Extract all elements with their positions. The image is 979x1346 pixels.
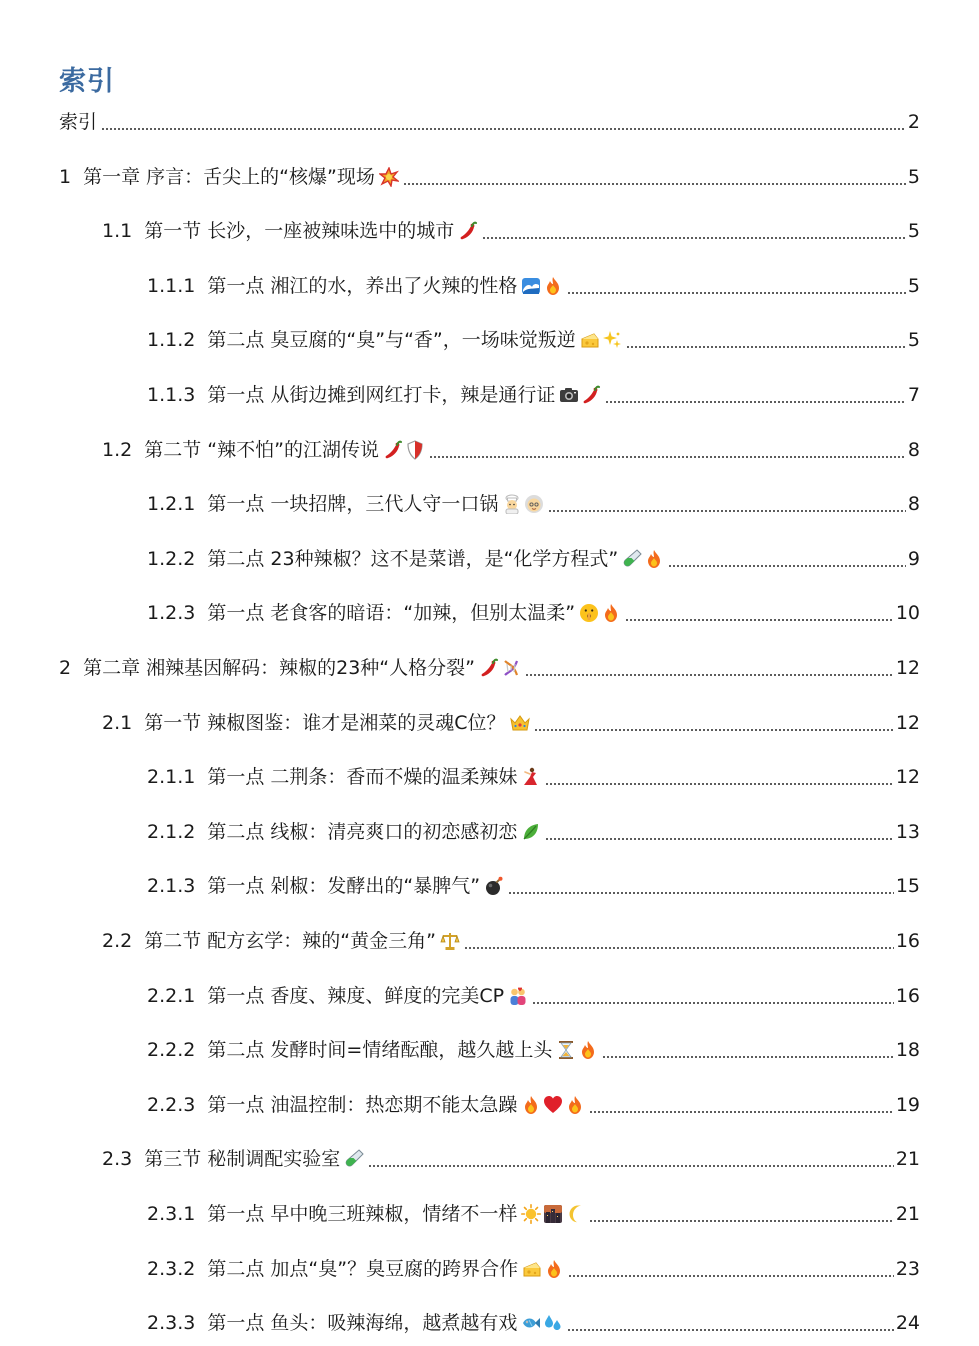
toc-entry[interactable] [102, 709, 920, 737]
toc-entry-title-group [83, 654, 521, 682]
shield-icon [405, 440, 425, 460]
city-dusk-icon [543, 1204, 563, 1224]
toc-entry-title: 第二点 23种辣椒？这不是菜谱，是“化学方程式” [207, 547, 619, 570]
dot-leader [429, 456, 906, 458]
toc-entry-page-number: 10 [895, 602, 920, 625]
toc-entry-page-number: 19 [895, 1093, 920, 1116]
chili-pepper-icon [479, 658, 499, 678]
toc-entry-number: 2.3.3 [147, 1312, 196, 1335]
toc-entry-page-number: 5 [907, 329, 920, 352]
dot-leader [602, 1056, 893, 1058]
toc-entry-page-number: 5 [907, 220, 920, 243]
toc-entry-title: 第一点 从街边摊到网红打卡，辣是通行证 [207, 384, 556, 406]
toc-entry-page-number: 16 [895, 984, 920, 1007]
toc-entry-page-number: 23 [895, 1257, 920, 1280]
toc-entry-icons [381, 440, 425, 460]
toc-entry-number: 1.2.1 [147, 493, 196, 516]
toc-entry-number: 1.2 [102, 438, 133, 461]
toc-entry-title-group [207, 545, 664, 573]
toc-entry-icons [377, 167, 399, 187]
toc-entry[interactable] [59, 163, 920, 191]
toc-entry-page-number: 5 [907, 165, 920, 188]
toc-entry-title-group [207, 1091, 585, 1119]
dot-leader [101, 128, 906, 130]
droplets-icon [543, 1313, 563, 1333]
toc-entry-page-number: 13 [895, 820, 920, 843]
toc-entry-icons [508, 713, 530, 733]
toc-entry-icons [519, 767, 541, 787]
dot-leader [668, 565, 906, 567]
toc-entry[interactable] [147, 599, 920, 627]
camera-icon [559, 385, 579, 405]
toc-entry-title: 第二节 配方玄学：辣的“黄金三角” [144, 930, 436, 952]
dot-leader [534, 729, 894, 731]
toc-entry[interactable] [147, 982, 920, 1010]
chili-pepper-icon [458, 221, 478, 241]
toc-entry-icons [456, 221, 478, 241]
dot-leader [545, 838, 893, 840]
toc-entry-page-number: 12 [895, 766, 920, 789]
fish-icon [521, 1313, 541, 1333]
dot-leader [626, 346, 906, 348]
balance-scale-icon [440, 931, 460, 951]
toc-entry-page-number: 9 [907, 547, 920, 570]
toc-entry-title: 第一点 老食客的暗语：“加辣，但别太温柔” [207, 602, 576, 625]
toc-entry-title-group [144, 709, 529, 737]
toc-entry[interactable] [147, 545, 920, 573]
toc-heading: 索引 [59, 66, 115, 97]
toc-entry-title-group [59, 108, 97, 136]
toc-entry-title: 第一点 油温控制：热恋期不能太急躁 [207, 1093, 518, 1116]
dot-leader [568, 1275, 894, 1277]
toc-entry-number: 1.1.2 [147, 329, 196, 352]
dot-leader [508, 892, 894, 894]
test-tube-icon [344, 1149, 364, 1169]
toc-entry[interactable] [147, 1091, 920, 1119]
dot-leader [532, 1002, 894, 1004]
toc-entry-number: 2 [59, 657, 72, 679]
moon-icon [565, 1204, 585, 1224]
toc-entry-title: 第一点 鱼头：吸辣海绵，越煮越有戏 [207, 1312, 518, 1335]
toc-entry-page-number: 16 [895, 930, 920, 952]
fire-icon [565, 1095, 585, 1115]
toc-entry-icons [578, 330, 622, 350]
crown-icon [510, 713, 530, 733]
toc-entry-title-group [207, 872, 504, 900]
toc-entry-title: 第一点 剁椒：发酵出的“暴脾气” [207, 875, 481, 898]
grandma-icon [524, 494, 544, 514]
toc-entry-title: 第一点 二荆条：香而不燥的温柔辣妹 [207, 766, 518, 789]
toc-entry[interactable] [147, 818, 920, 846]
toc-entry[interactable] [147, 1200, 920, 1228]
dot-leader [589, 1111, 893, 1113]
toc-entry-page-number: 5 [907, 274, 920, 297]
toc-entry-number: 1.1 [102, 220, 133, 243]
toc-entry-icons [519, 276, 563, 296]
toc-entry-number: 2.3.2 [147, 1257, 196, 1280]
dot-leader [545, 783, 893, 785]
toc-entry-title: 第一点 早中晚三班辣椒，情绪不一样 [207, 1203, 518, 1225]
dot-leader [605, 401, 906, 403]
toc-entry-title-group [144, 436, 425, 464]
toc-entry-number: 2.1.2 [147, 820, 196, 843]
toc-entry-icons [577, 603, 621, 623]
toc-entry-page-number: 21 [895, 1148, 920, 1171]
toc-entry-page-number: 24 [895, 1312, 920, 1335]
toc-entry[interactable] [102, 217, 920, 245]
sparkles-icon [602, 330, 622, 350]
toc-entry[interactable] [59, 654, 920, 682]
toc-entry-number: 1.2.2 [147, 547, 196, 570]
cheese-icon [522, 1259, 542, 1279]
toc-entry[interactable] [102, 436, 920, 464]
hourglass-icon [556, 1040, 576, 1060]
cook-icon [502, 494, 522, 514]
water-wave-icon [521, 276, 541, 296]
toc-entry-page-number: 15 [895, 875, 920, 898]
toc-entry-icons [519, 1095, 585, 1115]
dot-leader [464, 947, 894, 949]
toc-entry[interactable] [147, 1309, 920, 1337]
toc-entry[interactable] [147, 872, 920, 900]
toc-entry-number: 2.2.3 [147, 1093, 196, 1116]
bomb-icon [484, 876, 504, 896]
toc-entry-title-group [144, 927, 460, 955]
cheese-icon [580, 330, 600, 350]
toc-entry-icons [620, 549, 664, 569]
test-tube-icon [622, 549, 642, 569]
leaf-icon [521, 822, 541, 842]
toc-entry-title: 第一节 长沙，一座被辣味选中的城市 [144, 220, 455, 243]
toc-entry-title: 第一点 湘江的水，养出了火辣的性格 [207, 274, 518, 297]
sun-icon [521, 1204, 541, 1224]
fire-icon [578, 1040, 598, 1060]
toc-entry-title: 第一点 一块招牌，三代人守一口锅 [207, 493, 499, 516]
toc-entry-icons [482, 876, 504, 896]
toc-entry-title-group [207, 982, 528, 1010]
toc-entry-title: 第一点 香度、辣度、鲜度的完美CP [207, 984, 505, 1007]
toc-entry-page-number: 8 [907, 493, 920, 516]
dot-leader [567, 1329, 893, 1331]
toc-entry-number: 1 [59, 165, 72, 188]
toc-entry-page-number: 12 [895, 711, 920, 734]
toc-entry-icons [342, 1149, 364, 1169]
fire-icon [521, 1095, 541, 1115]
toc-entry-page-number: 7 [907, 384, 920, 406]
toc-entry-page-number: 12 [895, 657, 920, 679]
toc-entry-number: 2.1.3 [147, 875, 196, 898]
toc-entry-page-number: 2 [907, 111, 920, 133]
toc-entry-icons [519, 1204, 585, 1224]
toc-entry-title-group [207, 326, 621, 354]
shushing-face-icon [579, 603, 599, 623]
dot-leader [567, 292, 906, 294]
toc-entry-number: 2.2 [102, 930, 133, 952]
fire-icon [644, 549, 664, 569]
toc-entry-icons [554, 1040, 598, 1060]
chili-pepper-icon [383, 440, 403, 460]
toc-entry[interactable] [147, 763, 920, 791]
toc-entry-title: 第二点 线椒：清亮爽口的初恋感初恋 [207, 820, 518, 843]
toc-entry-number: 2.2.1 [147, 984, 196, 1007]
fire-icon [543, 276, 563, 296]
toc-entry[interactable] [147, 1255, 920, 1283]
toc-entry[interactable] [147, 326, 920, 354]
toc-entry[interactable] [102, 1145, 920, 1173]
dot-leader [368, 1165, 894, 1167]
toc-entry-title-group [207, 490, 544, 518]
dot-leader [403, 183, 906, 185]
toc-entry-title: 第一章 序言：舌尖上的“核爆”现场 [83, 165, 375, 188]
toc-entry-title-group [207, 272, 563, 300]
toc-entry-number: 1.2.3 [147, 602, 196, 625]
toc-entry-title: 第二点 臭豆腐的“臭”与“香”，一场味觉叛逆 [207, 329, 576, 352]
toc-entry-number: 2.1.1 [147, 766, 196, 789]
dancer-icon [521, 767, 541, 787]
heart-icon [543, 1095, 563, 1115]
toc-entry-title-group [144, 1145, 364, 1173]
dot-leader [625, 619, 894, 621]
toc-entry-number: 2.3 [102, 1148, 133, 1171]
toc-entry-page-number: 18 [895, 1039, 920, 1062]
toc-entry[interactable] [59, 108, 920, 136]
toc-entry-icons [520, 1259, 564, 1279]
toc-entry-icons [477, 658, 521, 678]
fire-icon [544, 1259, 564, 1279]
toc-entry-page-number: 21 [895, 1203, 920, 1225]
toc-entry-number: 2.3.1 [147, 1203, 196, 1225]
toc-entry-title-group [207, 1200, 585, 1228]
chili-pepper-icon [581, 385, 601, 405]
toc-entry-number: 2.1 [102, 711, 133, 734]
toc-entry-title: 第三节 秘制调配实验室 [144, 1148, 341, 1171]
toc-entry-number: 2.2.2 [147, 1039, 196, 1062]
toc-entry-number: 1.1.1 [147, 274, 196, 297]
toc-entry-icons [557, 385, 601, 405]
toc-entry-icons [506, 986, 528, 1006]
toc-entry[interactable] [147, 490, 920, 518]
toc-entry-title: 第二节 “辣不怕”的江湖传说 [144, 438, 379, 461]
toc-entry[interactable] [102, 927, 920, 955]
toc-entry-title: 第二点 发酵时间=情绪酝酿，越久越上头 [207, 1039, 553, 1062]
toc-entry-page-number: 8 [907, 438, 920, 461]
fire-icon [601, 603, 621, 623]
toc-entry-title: 索引 [59, 111, 98, 133]
explosion-icon [379, 167, 399, 187]
toc-entry-title-group [207, 1309, 563, 1337]
toc-entry-icons [519, 1313, 563, 1333]
toc-entry-icons [519, 822, 541, 842]
toc-entry-title-group [207, 818, 541, 846]
toc-entry-title-group [207, 763, 541, 791]
toc-entry-title-group [83, 163, 399, 191]
dot-leader [548, 510, 906, 512]
dot-leader [589, 1220, 893, 1222]
toc-entry-title: 第一节 辣椒图鉴：谁才是湘菜的灵魂C位？ [144, 711, 506, 734]
toc-entry-title-group [207, 1255, 564, 1283]
dna-icon [501, 658, 521, 678]
toc-entry[interactable] [147, 272, 920, 300]
dot-leader [482, 237, 906, 239]
toc-entry-title-group [207, 381, 601, 409]
toc-entry-title: 第二章 湘辣基因解码：辣椒的23种“人格分裂” [83, 657, 475, 679]
toc-entry-title: 第二点 加点“臭”？臭豆腐的跨界合作 [207, 1257, 519, 1280]
toc-entry-number: 1.1.3 [147, 384, 196, 406]
toc-entry-title-group [207, 599, 621, 627]
couple-icon [508, 986, 528, 1006]
toc-entry-title-group [207, 1036, 598, 1064]
toc-entry-title-group [144, 217, 478, 245]
dot-leader [525, 674, 894, 676]
toc-entry-icons [500, 494, 544, 514]
toc-entry[interactable] [147, 1036, 920, 1064]
toc-entry-icons [438, 931, 460, 951]
toc-entry[interactable] [147, 381, 920, 409]
